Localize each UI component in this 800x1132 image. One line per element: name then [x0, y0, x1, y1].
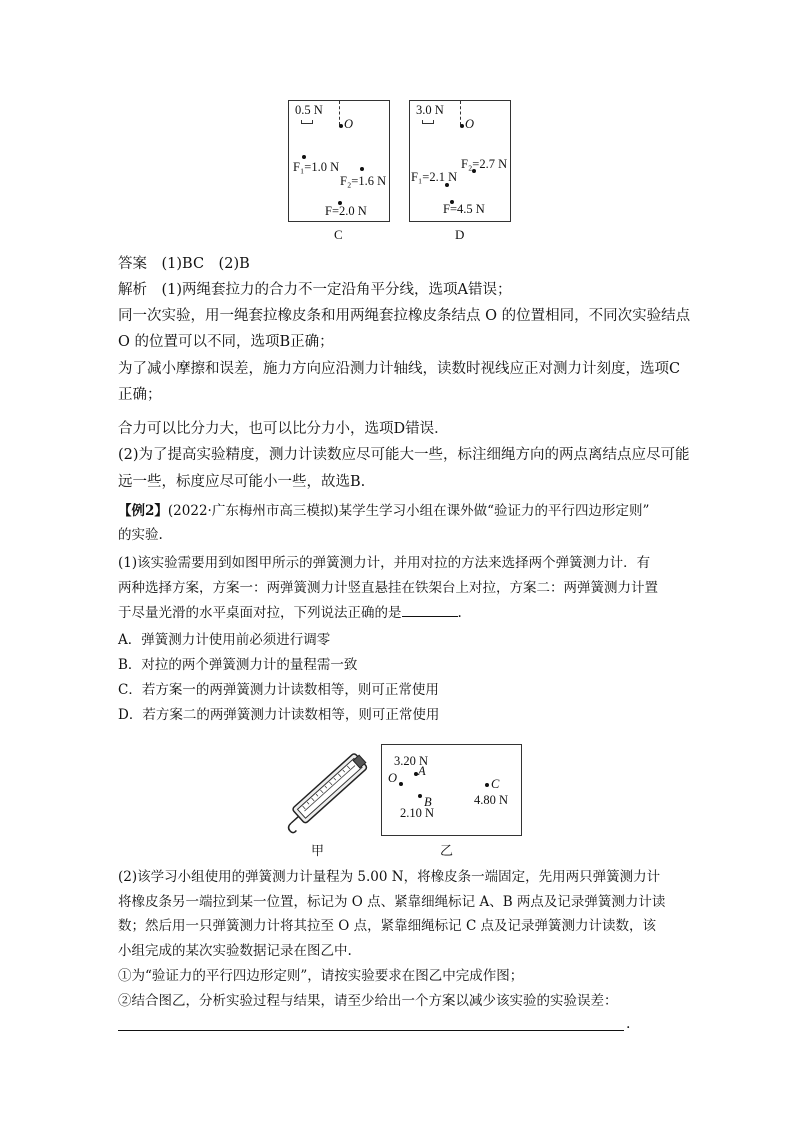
figure-d-f1-label: F₁=2.1 N [411, 170, 458, 184]
figure-c-point-f2 [360, 167, 364, 171]
figure-c-scale-label: 0.5 N [295, 103, 323, 117]
question1-line-1: (1)该实验需要用到如图甲所示的弹簧测力计，并用对拉的方法来选择两个弹簧测力计．有 [118, 555, 651, 571]
figure-yi-b-value: 2.10 N [400, 806, 435, 820]
figure-c-f-label: F=2.0 N [325, 204, 367, 218]
question2-line-1: (2)该学习小组使用的弹簧测力计量程为 5.00 N，将橡皮条一端固定，先用两只弹簧测力计 [118, 869, 661, 885]
figure-d-o-label: O [465, 117, 475, 131]
question2-step-1: ①为“验证力的平行四边形定则”，请按实验要求在图乙中完成作图； [118, 968, 524, 984]
analysis-line-8: 远一些，标度应尽可能小一些，故选B. [118, 474, 366, 490]
option-b: B．对拉的两个弹簧测力计的量程需一致 [118, 657, 358, 673]
question2-answer-line[interactable] [118, 1030, 624, 1031]
figure-d-f-label: F=4.5 N [443, 202, 485, 216]
figure-yi-point-o [399, 782, 403, 786]
figure-d-scale-bar [422, 120, 434, 124]
analysis-line-6: 合力可以比分力大，也可以比分力小，选项D错误． [118, 421, 449, 437]
spring-scale-illustration [282, 744, 376, 834]
question2-line-3: 数；然后用一只弹簧测力计将其拉至 O 点，紧靠细绳标记 C 点及记录弹簧测力计读数，该 [118, 918, 657, 934]
figure-yi-a-value: 3.20 N [394, 754, 429, 768]
answer-line: 答案 (1)BC (2)B [118, 256, 250, 272]
option-d: D．若方案二的两弹簧测力计读数相等，则可正常使用 [118, 707, 440, 723]
analysis-line-4: 为了减小摩擦和误差，施力方向应沿测力计轴线，读数时视线应正对测力计刻度，选项C [118, 361, 681, 377]
figure-d-scale-label: 3.0 N [416, 103, 444, 117]
figure-c-point-o [339, 124, 343, 128]
figure-jia-caption: 甲 [311, 844, 325, 859]
figure-c-scale-bar [301, 120, 313, 124]
question1-line-2: 两种选择方案，方案一：两弹簧测力计竖直悬挂在铁架台上对拉，方案二：两弹簧测力计置 [118, 580, 658, 596]
figure-c-o-dashed-line [339, 101, 340, 125]
answer-blank[interactable] [402, 602, 458, 617]
figure-c-f1-label: F₁=1.0 N [293, 160, 340, 174]
analysis-line-2: 同一次实验，用一绳套拉橡皮条和用两绳套拉橡皮条结点 O 的位置相同，不同次实验结点 [118, 308, 691, 324]
figure-yi-c-value: 4.80 N [474, 793, 509, 807]
figure-d-o-dashed-line [460, 101, 461, 125]
figure-yi-caption: 乙 [440, 844, 454, 859]
figure-yi-point-b [418, 794, 422, 798]
figure-yi-c-label: C [491, 777, 500, 791]
figure-c-point-f1 [302, 155, 306, 159]
figure-c-o-label: O [344, 117, 354, 131]
figure-yi-point-c [485, 783, 489, 787]
analysis-line-3: O 的位置可以不同，选项B正确； [118, 334, 334, 350]
option-a: A．弹簧测力计使用前必须进行调零 [118, 632, 331, 648]
figure-d-caption: D [455, 227, 465, 242]
figure-yi-o-label: O [388, 771, 398, 785]
question2-line-4: 小组完成的某次实验数据记录在图乙中. [118, 943, 352, 959]
example-source: (2022·广东梅州市高三模拟)某学生学习小组在课外做“验证力的平行四边形定则” [167, 503, 650, 519]
example-line-2: 的实验. [118, 527, 163, 543]
figure-yi-b-label: B [424, 795, 432, 809]
option-c: C．若方案一的两弹簧测力计读数相等，则可正常使用 [118, 682, 439, 698]
question1-line-3 [118, 602, 688, 624]
figure-yi-point-a [414, 772, 418, 776]
figure-c-caption: C [334, 227, 343, 242]
question1-line-3-text: 于尽量光滑的水平桌面对拉，下列说法正确的是 [118, 605, 402, 621]
question1-line-3-end: . [457, 605, 462, 621]
figure-d-f2-label: F₂=2.7 N [461, 157, 508, 171]
question2-step-2: ②结合图乙，分析实验过程与结果，请至少给出一个方案以减少该实验的实验误差： [118, 993, 618, 1009]
example-heading [118, 500, 688, 522]
question2-end-period: . [626, 1016, 631, 1032]
question2-line-2: 将橡皮条另一端拉到某一位置，标记为 O 点、紧靠细绳标记 A、B 两点及记录弹簧测力计读 [118, 894, 666, 910]
example-tag: 【例2】 [118, 503, 168, 519]
figure-d-point-o [460, 124, 464, 128]
figure-c-f2-label: F₂=1.6 N [340, 174, 387, 188]
analysis-line-1: 解析 (1)两绳套拉力的合力不一定沿角平分线，选项A错误； [118, 282, 512, 298]
analysis-line-7: (2)为了提高实验精度，测力计读数应尽可能大一些，标注细绳方向的两点离结点应尽可能 [118, 447, 690, 463]
figure-yi-a-label: A [418, 764, 426, 778]
analysis-line-5: 正确； [118, 387, 162, 403]
